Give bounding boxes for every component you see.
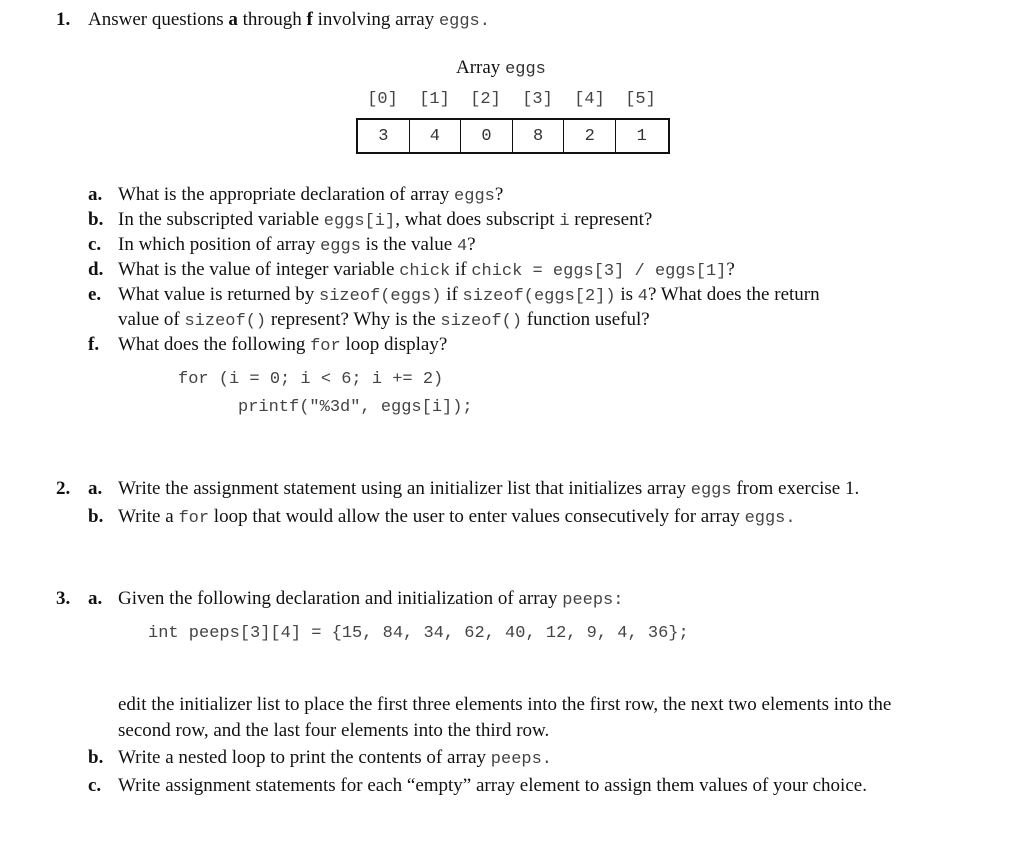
q3-number: 3. [56,588,71,609]
q2-number: 2. [56,478,71,499]
array-cell: 8 [513,120,565,152]
array-index: [1] [419,90,450,109]
q1c-text: In which position of array eggs is the value 4? [118,234,476,256]
q3c-text: Write assignment statements for each “empty” array element to assign them values of your choice. [118,775,867,796]
q1d-letter: d. [88,259,104,280]
array-index: [3] [522,90,553,109]
q1b-letter: b. [88,209,104,230]
q1f-letter: f. [88,334,100,355]
q3a-instructions-line1: edit the initializer list to place the first three elements into the first row, the next two elements into the [118,694,892,715]
code-printf: printf("%3d", eggs[i]); [238,398,473,417]
array-cell: 1 [636,126,647,146]
q3a-letter: a. [88,588,103,609]
q1a-text: What is the appropriate declaration of array eggs? [118,184,504,206]
q2b-letter: b. [88,506,104,527]
code-peeps-declaration: int peeps[3][4] = {15, 84, 34, 62, 40, 12, 9, 4, 36}; [148,624,689,643]
q1c-letter: c. [88,234,102,255]
code-for-loop: for (i = 0; i < 6; i += 2) [178,370,444,389]
array-index: [0] [367,90,398,109]
q3b-letter: b. [88,747,104,768]
q3c-letter: c. [88,775,102,796]
q3a-text: Given the following declaration and initialization of array peeps: [118,588,624,610]
array-cells [356,118,670,154]
q1b-text: In the subscripted variable eggs[i], what does subscript i represent? [118,209,653,231]
q1a-letter: a. [88,184,103,205]
q1-intro: Answer questions a through f involving array eggs. [88,9,490,31]
q3a-instructions-line2: second row, and the last four elements into the third row. [118,720,550,741]
q2a-text: Write the assignment statement using an initializer list that initializes array eggs from exercise 1. [118,478,860,500]
q1f-text: What does the following for loop display? [118,334,448,356]
array-cell: 2 [564,120,616,152]
q1e-letter: e. [88,284,102,305]
q2a-letter: a. [88,478,103,499]
q1e-text-line1: What value is returned by sizeof(eggs) if sizeof(eggs[2]) is 4? What does the return [118,284,820,306]
array-index: [4] [574,90,605,109]
q3b-text: Write a nested loop to print the contents of array peeps. [118,747,553,769]
array-cell: 3 [358,120,410,152]
q1-number: 1. [56,9,71,30]
array-index: [5] [625,90,656,109]
array-cell: 4 [410,120,462,152]
array-cell: 0 [461,120,513,152]
q1d-text: What is the value of integer variable chick if chick = eggs[3] / eggs[1]? [118,259,735,281]
q1e-text-line2: value of sizeof() represent? Why is the sizeof() function useful? [118,309,650,331]
array-index: [2] [470,90,501,109]
array-figure-title: Array eggs [456,57,546,79]
q2b-text: Write a for loop that would allow the user to enter values consecutively for array eggs. [118,506,796,528]
